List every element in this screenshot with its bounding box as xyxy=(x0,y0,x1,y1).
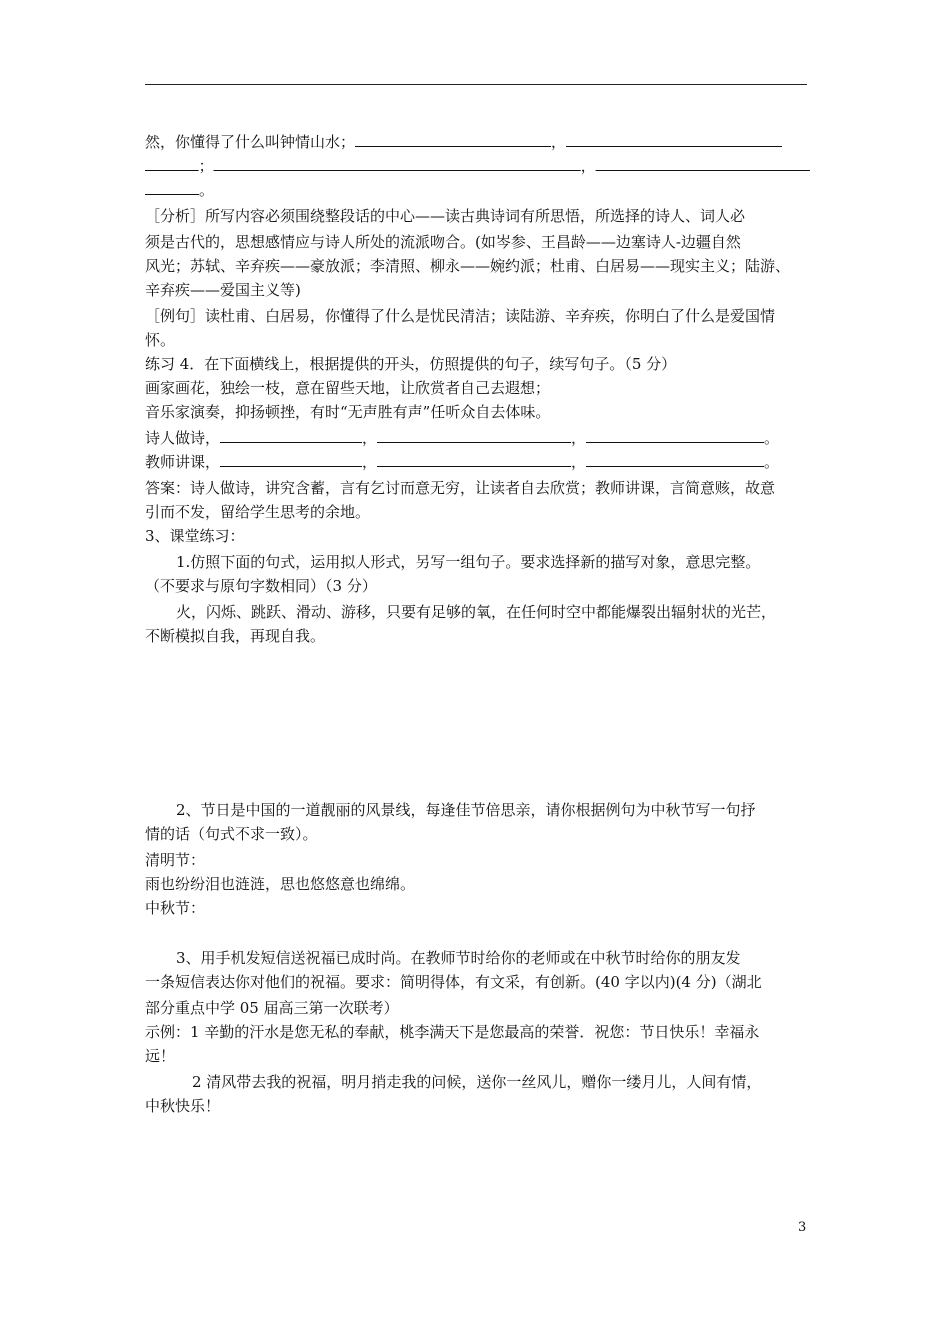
answer-blank xyxy=(377,451,571,467)
text-line: 3、用手机发短信送祝福已成时尚。在教师节时给你的老师或在中秋节时给你的朋友发 xyxy=(176,949,741,967)
text-line: （不要求与原句字数相同）（3 分） xyxy=(145,577,377,595)
text-line: 雨也纷纷泪也涟涟，思也悠悠意也绵绵。 xyxy=(145,875,416,893)
answer-blank xyxy=(220,427,362,443)
text-line: 辛弃疾——爱国主义等) xyxy=(145,281,301,299)
text: ， xyxy=(362,429,378,447)
text-line: 画家画花，独绘一枝，意在留些天地，让欣赏者自己去遐想； xyxy=(145,379,551,397)
text-line: 一条短信表达你对他们的祝福。要求：简明得体，有文采，有创新。(40 字以内)(4 分)（湖北 xyxy=(145,973,762,991)
answer-blank xyxy=(213,155,580,171)
text-line: 2 清风带去我的祝福，明月捎走我的问候，送你一丝风儿，赠你一缕月儿，人间有情， xyxy=(192,1073,762,1091)
answer-blank xyxy=(566,131,782,147)
text: 教师讲课， xyxy=(145,453,221,471)
text-line: ［分析］所写内容必须围绕整段话的中心——读古典诗词有所思悟，所选择的诗人、词人必 xyxy=(145,207,746,225)
answer-blank xyxy=(355,131,551,147)
text-line xyxy=(145,450,779,474)
text-line: 引而不发，留给学生思考的余地。 xyxy=(145,503,371,521)
text-line: 风光；苏轼、辛弃疾——豪放派；李清照、柳永——婉约派；杜甫、白居易——现实主义；陆游、 xyxy=(145,257,791,275)
text: 然，你懂得了什么叫钟情山水； xyxy=(145,133,356,151)
text-line: 1.仿照下面的句式，运用拟人形式，另写一组句子。要求选择新的描写对象，意思完整。 xyxy=(176,553,761,571)
text: ， xyxy=(551,133,567,151)
answer-blank xyxy=(220,451,362,467)
answer-blank xyxy=(377,427,571,443)
text-line: 火，闪烁、跳跃、滑动、游移，只要有足够的氧，在任何时空中都能爆裂出辐射状的光芒， xyxy=(176,603,777,621)
text-line: 音乐家演奏，抑扬顿挫，有时“无声胜有声”任听众自去体味。 xyxy=(145,403,551,421)
answer-blank xyxy=(145,179,199,195)
text-line: 示例：1 辛勤的汗水是您无私的奉献，桃李满天下是您最高的荣誉．祝您：节日快乐！幸福永 xyxy=(145,1023,760,1041)
answer-blank xyxy=(586,451,764,467)
text-line xyxy=(145,130,782,154)
text: ， xyxy=(571,453,587,471)
text-line: 中秋快乐！ xyxy=(145,1097,221,1115)
header-rule xyxy=(145,84,807,85)
answer-blank xyxy=(145,155,199,171)
text-line: ［例句］读杜甫、白居易，你懂得了什么是忧民清洁；读陆游、辛弃疾，你明白了什么是爱国情 xyxy=(145,307,776,325)
text: ； xyxy=(198,157,214,175)
text: 诗人做诗， xyxy=(145,429,221,447)
text-line xyxy=(145,426,779,450)
answer-blank xyxy=(596,155,810,171)
text: 。 xyxy=(764,453,780,471)
text-line: 练习 4．在下面横线上，根据提供的开头，仿照提供的句子，续写句子。（5 分） xyxy=(145,355,677,373)
text: ， xyxy=(580,157,596,175)
text-line: 须是古代的，思想感情应与诗人所处的流派吻合。(如岑参、王昌龄——边塞诗人-边疆自然 xyxy=(145,233,741,251)
text: ， xyxy=(362,453,378,471)
answer-blank xyxy=(586,427,764,443)
text-line: 3、课堂练习： xyxy=(145,527,245,545)
text-line: 中秋节： xyxy=(145,899,206,917)
text: 。 xyxy=(199,181,215,199)
text-line: 不断模拟自我，再现自我。 xyxy=(145,627,326,645)
text-line: 答案：诗人做诗，讲究含蓄，言有乞讨而意无穷，让读者自去欣赏；教师讲课，言简意赅，故意 xyxy=(145,479,776,497)
text-line: 部分重点中学 05 届高三第一次联考） xyxy=(145,999,399,1017)
text-line: 远！ xyxy=(145,1047,176,1065)
text-line: 2、节日是中国的一道靓丽的风景线，每逢佳节倍思亲，请你根据例句为中秋节写一句抒 xyxy=(176,801,756,819)
text-line: 清明节： xyxy=(145,851,206,869)
text-line: 情的话（句式不求一致）。 xyxy=(145,825,318,843)
page-number: 3 xyxy=(798,1220,807,1235)
text-line xyxy=(145,178,214,202)
text-line: 怀。 xyxy=(145,331,176,349)
text: 。 xyxy=(764,429,780,447)
text-line xyxy=(145,154,810,178)
text: ， xyxy=(571,429,587,447)
